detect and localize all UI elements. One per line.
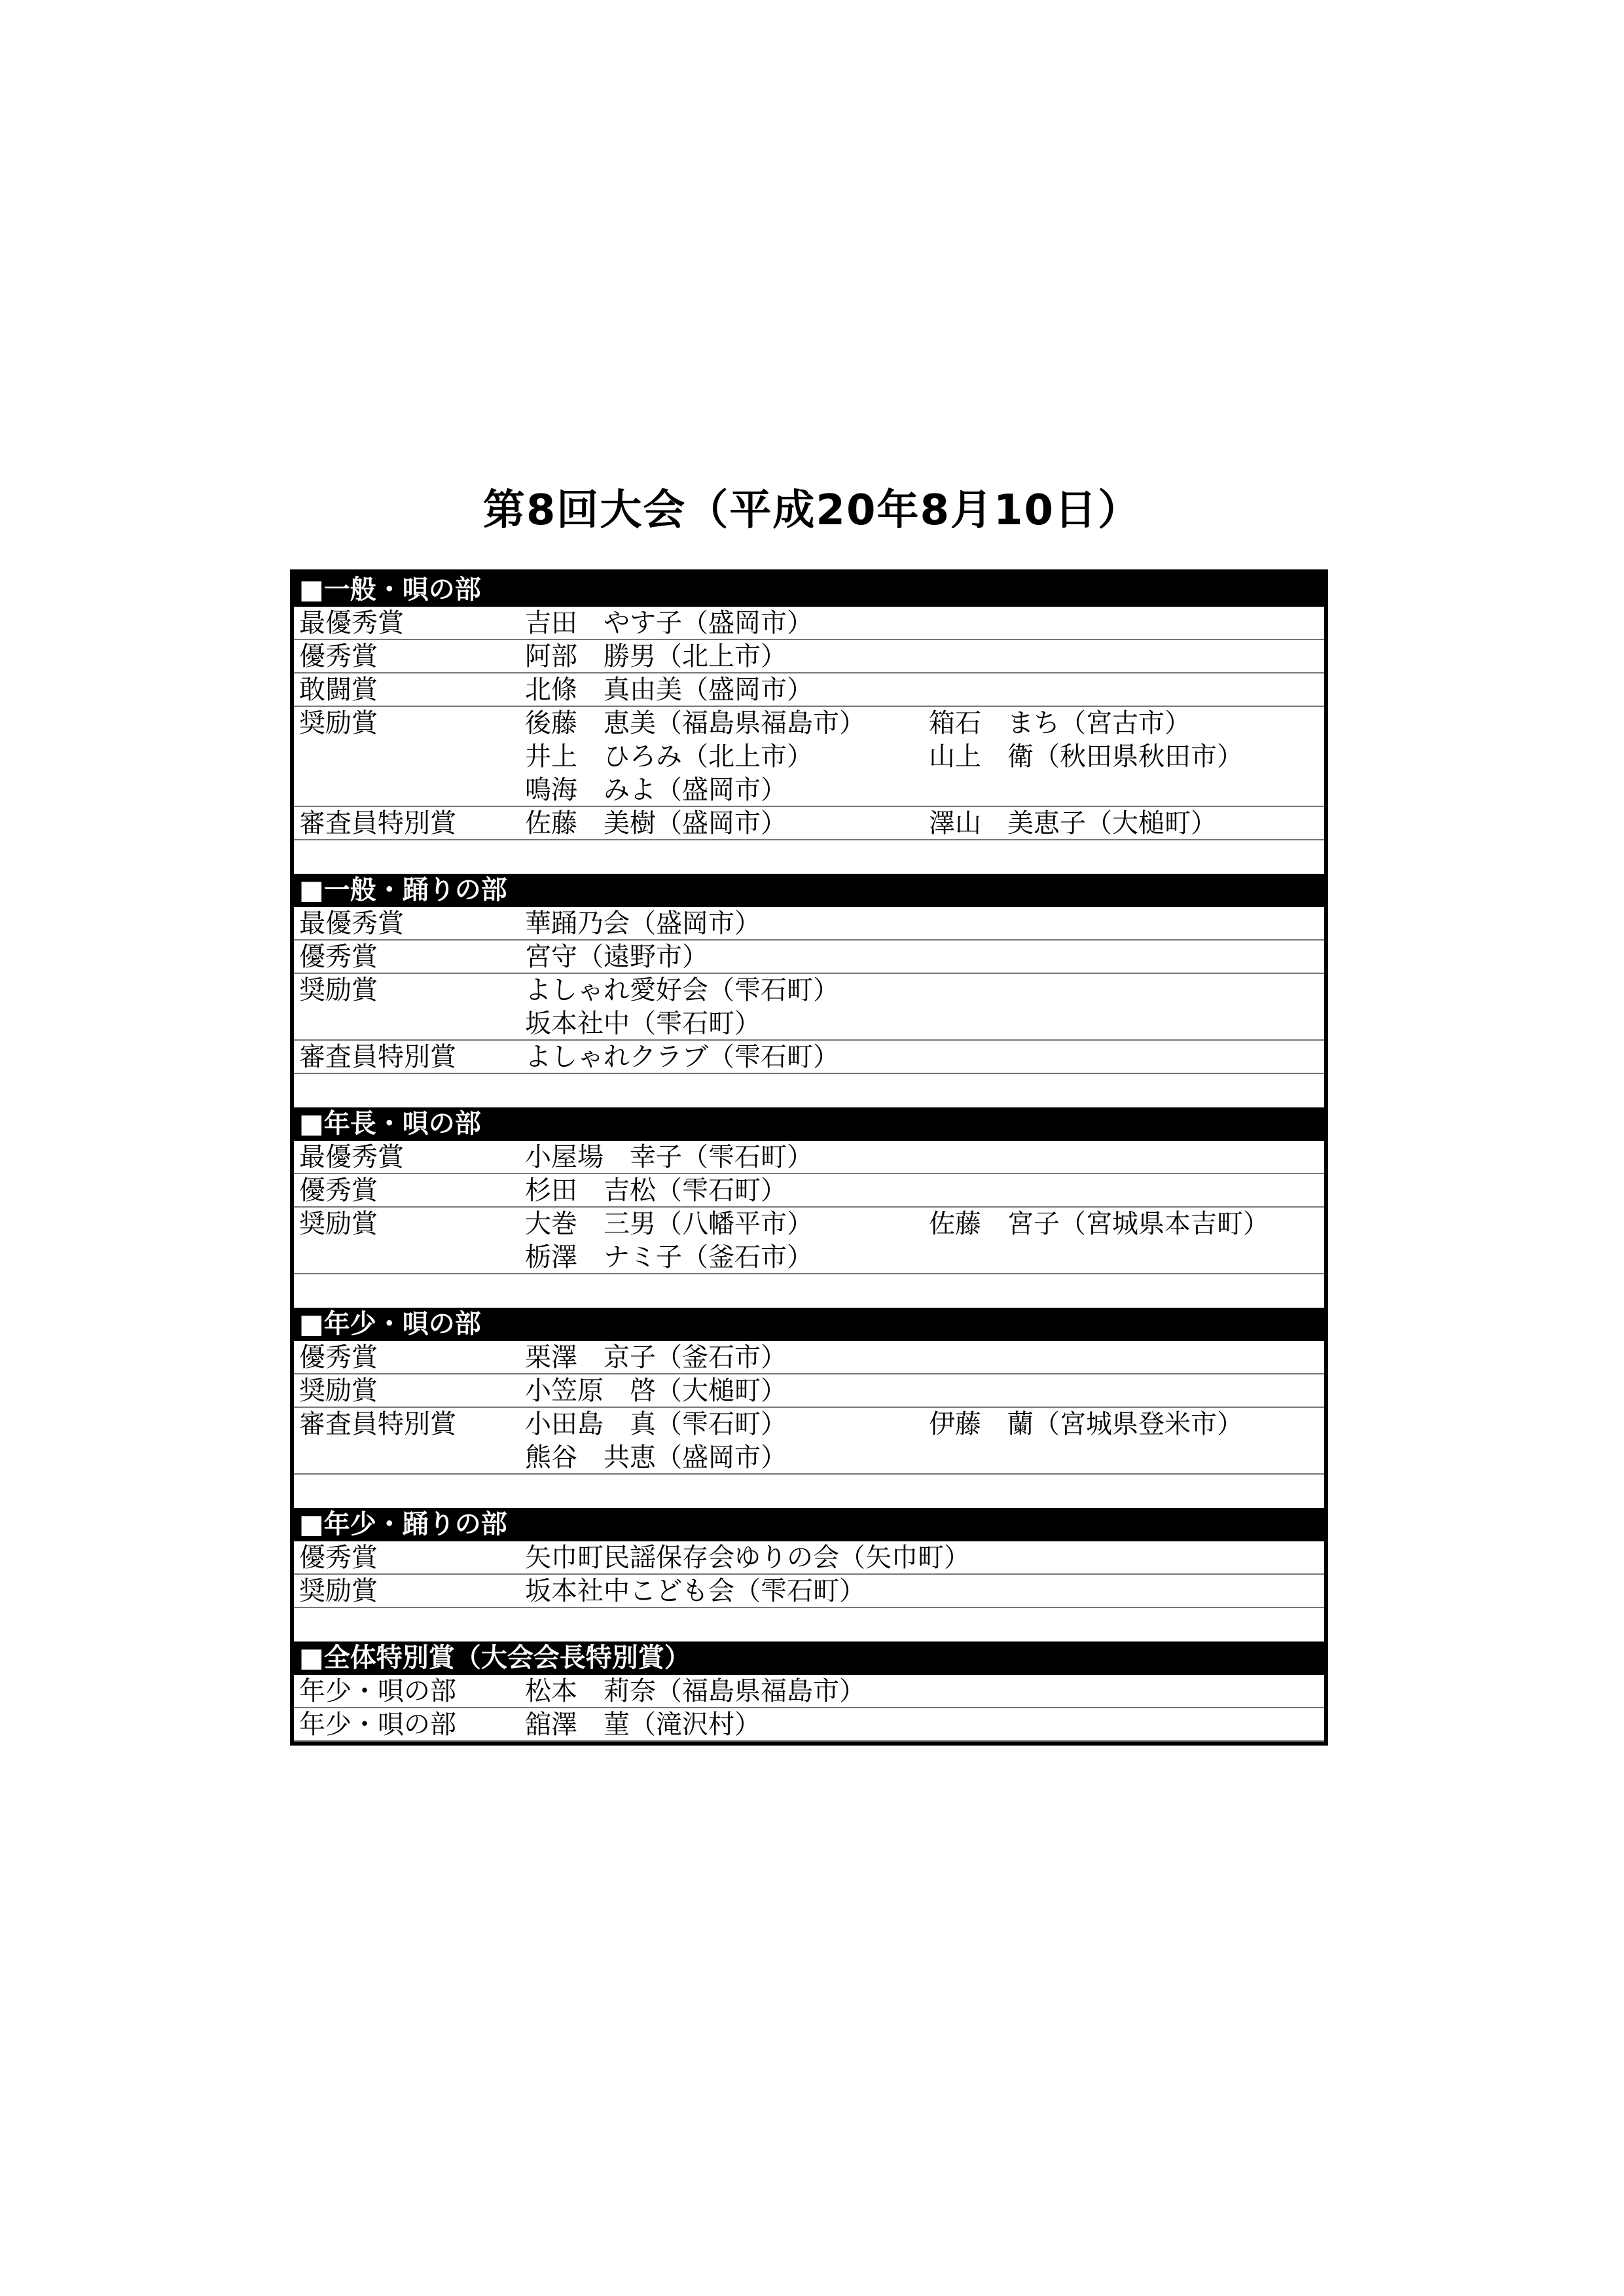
spacer-row [294, 1074, 1324, 1107]
award-row [294, 774, 1324, 807]
award-row [294, 1341, 1324, 1374]
winner-1: 吉田 やす子（盛岡市） [525, 608, 813, 638]
winner-1: 松本 莉奈（福島県福島市） [525, 1676, 865, 1706]
award-row [294, 707, 1324, 740]
award-row [294, 1708, 1324, 1742]
section-title: ■一般・踊りの部 [299, 875, 507, 905]
award-row [294, 1007, 1324, 1041]
winner-1: 宮守（遠野市） [525, 942, 708, 972]
winner-1: 鳴海 みよ（盛岡市） [525, 775, 787, 805]
winner-1: 小田島 真（雫石町） [525, 1409, 787, 1439]
winner-2: 伊藤 蘭（宮城県登米市） [929, 1409, 1243, 1439]
award-row [294, 1441, 1324, 1475]
award-name: 審査員特別賞 [299, 808, 456, 838]
award-row [294, 673, 1324, 707]
winner-2: 澤山 美恵子（大槌町） [929, 808, 1217, 838]
winner-2: 山上 衛（秋田県秋田市） [929, 742, 1243, 772]
award-row [294, 1141, 1324, 1174]
award-name: 奨励賞 [299, 708, 378, 738]
award-name: 最優秀賞 [299, 608, 404, 638]
award-name: 奨励賞 [299, 1576, 378, 1606]
section-heading [294, 1308, 1324, 1341]
award-name: 審査員特別賞 [299, 1042, 456, 1072]
award-row [294, 1041, 1324, 1074]
award-name: 優秀賞 [299, 1342, 378, 1372]
award-row [294, 1541, 1324, 1575]
award-name: 奨励賞 [299, 1209, 378, 1239]
award-name: 年少・唄の部 [299, 1710, 456, 1740]
award-row [294, 1174, 1324, 1208]
award-row [294, 1208, 1324, 1241]
award-name: 奨励賞 [299, 975, 378, 1005]
winner-1: 北條 真由美（盛岡市） [525, 675, 813, 705]
winner-1: 華踊乃会（盛岡市） [525, 908, 761, 939]
section-title: ■一般・唄の部 [299, 575, 481, 605]
award-name: 優秀賞 [299, 1175, 378, 1206]
winner-2: 箱石 まち（宮古市） [929, 708, 1191, 738]
section-heading [294, 573, 1324, 607]
award-row [294, 607, 1324, 640]
winner-1: 栃澤 ナミ子（釜石市） [525, 1242, 813, 1272]
section-title: ■年少・唄の部 [299, 1309, 481, 1339]
award-row [294, 974, 1324, 1007]
winner-1: 矢巾町民謡保存会ゆりの会（矢巾町） [525, 1543, 970, 1573]
section-heading [294, 1107, 1324, 1141]
spacer-row [294, 1608, 1324, 1641]
section-heading [294, 1641, 1324, 1675]
award-name: 優秀賞 [299, 942, 378, 972]
award-row [294, 941, 1324, 974]
section-title: ■年長・唄の部 [299, 1109, 481, 1139]
winner-1: 坂本社中こども会（雫石町） [525, 1576, 865, 1606]
winner-1: 坂本社中（雫石町） [525, 1009, 761, 1039]
spacer-row [294, 1274, 1324, 1308]
section-heading [294, 874, 1324, 907]
winner-1: 舘澤 菫（滝沢村） [525, 1710, 761, 1740]
award-row [294, 1374, 1324, 1408]
award-name: 審査員特別賞 [299, 1409, 456, 1439]
winner-1: 杉田 吉松（雫石町） [525, 1175, 787, 1206]
winner-1: 小屋場 幸子（雫石町） [525, 1142, 813, 1172]
winner-1: 井上 ひろみ（北上市） [525, 742, 813, 772]
winner-1: 後藤 恵美（福島県福島市） [525, 708, 865, 738]
section-title: ■年少・踊りの部 [299, 1509, 507, 1539]
winner-1: よしゃれ愛好会（雫石町） [525, 975, 839, 1005]
award-name: 優秀賞 [299, 641, 378, 672]
award-name: 優秀賞 [299, 1543, 378, 1573]
award-row [294, 740, 1324, 774]
award-name: 最優秀賞 [299, 1142, 404, 1172]
winner-1: 阿部 勝男（北上市） [525, 641, 787, 672]
results-table [290, 569, 1328, 1746]
award-name: 敢闘賞 [299, 675, 378, 705]
winner-1: 佐藤 美樹（盛岡市） [525, 808, 787, 838]
section-heading [294, 1508, 1324, 1541]
award-row [294, 640, 1324, 673]
winner-1: 熊谷 共恵（盛岡市） [525, 1443, 787, 1473]
winner-1: よしゃれクラブ（雫石町） [525, 1042, 839, 1072]
award-row [294, 807, 1324, 840]
award-row [294, 1675, 1324, 1708]
section-title: ■全体特別賞（大会会長特別賞） [299, 1643, 691, 1673]
page-title: 第8回大会（平成20年8月10日） [482, 486, 1142, 535]
award-row [294, 907, 1324, 941]
award-row [294, 1408, 1324, 1441]
winner-2: 佐藤 宮子（宮城県本吉町） [929, 1209, 1269, 1239]
award-row [294, 1575, 1324, 1608]
award-name: 年少・唄の部 [299, 1676, 456, 1706]
winner-1: 小笠原 啓（大槌町） [525, 1376, 787, 1406]
winner-1: 大巻 三男（八幡平市） [525, 1209, 813, 1239]
spacer-row [294, 840, 1324, 874]
award-name: 奨励賞 [299, 1376, 378, 1406]
award-name: 最優秀賞 [299, 908, 404, 939]
winner-1: 栗澤 京子（釜石市） [525, 1342, 787, 1372]
award-row [294, 1241, 1324, 1274]
spacer-row [294, 1475, 1324, 1508]
